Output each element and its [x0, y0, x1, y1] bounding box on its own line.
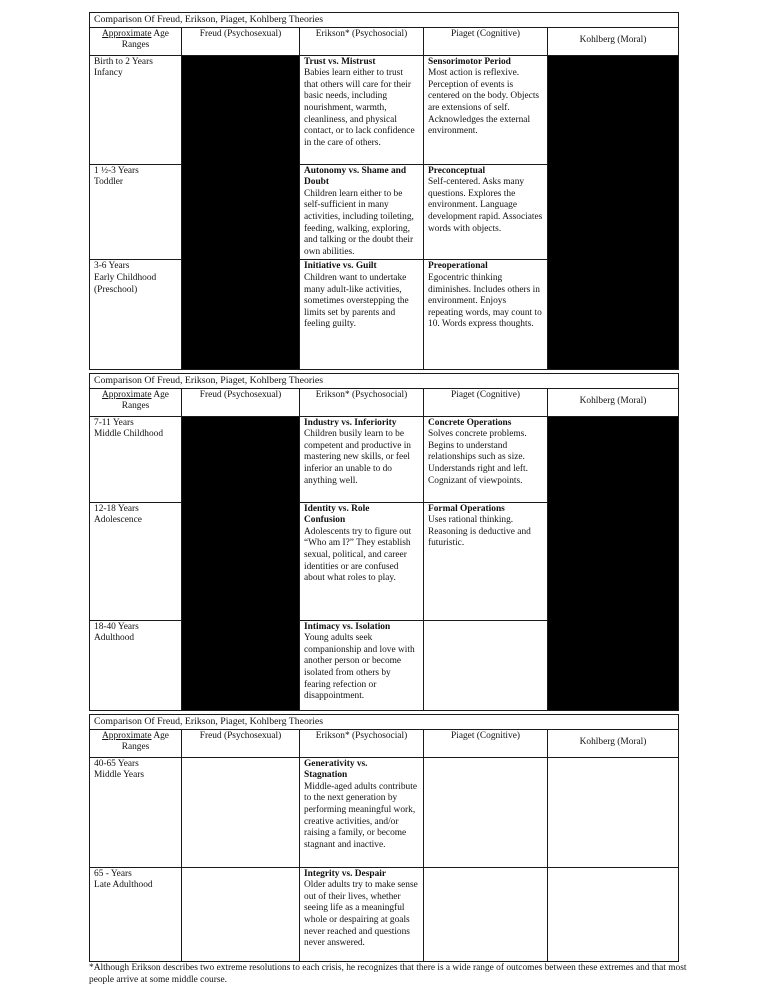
header-kohlberg: Kohlberg (Moral) [548, 27, 679, 55]
piaget-stage-title: Concrete Operations [428, 417, 512, 428]
stage-label: Toddler [94, 177, 124, 188]
erikson-description: Older adults try to make sense out of their lives, whether seeing life as a meaningful whole or despairing at goals never reached and questions never answered. [304, 880, 418, 949]
comparison-table-3 [89, 714, 679, 962]
erikson-stage-title: Identity vs. Role [304, 503, 370, 514]
piaget-description: Self-centered. Asks many questions. Explores the environment. Language development rapid. Associates words with objects. [428, 177, 543, 234]
age-cell [90, 867, 182, 961]
erikson-cell [300, 55, 424, 164]
header-erikson: Erikson* (Psychosocial) [300, 388, 424, 416]
age-range: 65 - Years [94, 868, 132, 879]
erikson-description: Young adults seek companionship and love with another person or become isolated from others by fearing refection or disappointment. [304, 633, 415, 702]
comparison-table-1 [89, 12, 679, 370]
header-age-ranges: Ranges [121, 40, 150, 51]
header-age-word: Age [151, 730, 169, 741]
erikson-stage-title: Initiative vs. Guilt [304, 261, 377, 272]
piaget-stage-title: Preconceptual [428, 165, 486, 176]
stage-label: Middle Years [94, 770, 144, 781]
erikson-cell [300, 867, 424, 961]
age-range: 18-40 Years [94, 621, 139, 632]
erikson-description: Children busily learn to be competent and productive in mastering new skills, or feel inferior an unable to do anything well. [304, 429, 411, 486]
erikson-stage-title: Industry vs. Inferiority [304, 417, 397, 428]
kohlberg-redacted-block [548, 416, 679, 710]
age-range: 3-6 Years [94, 261, 130, 272]
header-piaget: Piaget (Cognitive) [424, 388, 548, 416]
header-age-approximate: Approximate [102, 28, 152, 39]
header-age-word: Age [151, 28, 169, 39]
age-range: 12-18 Years [94, 503, 139, 514]
age-cell [90, 757, 182, 867]
erikson-description: Children learn either to be self-sufficient in many activities, including toileting, feeding, walking, exploring, and talking or the doubt their own abilities. [304, 188, 414, 257]
piaget-description: Egocentric thinking diminishes. Includes others in environment. Enjoys repeating words, may count to 10. Words express thoughts. [428, 272, 542, 330]
age-cell [90, 620, 182, 710]
piaget-cell [424, 620, 548, 710]
header-erikson: Erikson* (Psychosocial) [300, 729, 424, 757]
header-age-ranges: Ranges [121, 401, 150, 412]
freud-cell [182, 757, 300, 867]
stage-label: Early Childhood [94, 272, 157, 283]
erikson-cell [300, 502, 424, 620]
header-age [90, 27, 182, 55]
erikson-description: Children want to undertake many adult-like activities, sometimes overstepping the limits set by parents and feeling guilty. [304, 272, 409, 330]
erikson-description: Middle-aged adults contribute to the next generation by performing meaningful work, creative activities, and/or raising a family, or become stagnant and inactive. [304, 781, 417, 850]
age-range: Birth to 2 Years [94, 56, 153, 67]
piaget-cell [424, 757, 548, 867]
age-range: 7-11 Years [94, 417, 134, 428]
piaget-cell [424, 416, 548, 502]
freud-redacted-block [182, 416, 300, 710]
piaget-description: Uses rational thinking. Reasoning is deductive and futuristic. [428, 515, 531, 549]
header-age-word: Age [151, 389, 169, 400]
age-cell [90, 260, 182, 370]
piaget-cell [424, 502, 548, 620]
erikson-stage-title-cont: Confusion [304, 515, 346, 526]
erikson-cell [300, 757, 424, 867]
header-erikson: Erikson* (Psychosocial) [300, 27, 424, 55]
header-freud: Freud (Psychosexual) [182, 388, 300, 416]
header-freud: Freud (Psychosexual) [182, 729, 300, 757]
stage-label: Middle Childhood [94, 429, 164, 440]
erikson-stage-title: Integrity vs. Despair [304, 868, 387, 879]
header-piaget: Piaget (Cognitive) [424, 729, 548, 757]
header-piaget: Piaget (Cognitive) [424, 27, 548, 55]
header-row [90, 388, 679, 416]
stage-label: Infancy [94, 68, 123, 79]
erikson-stage-title: Intimacy vs. Isolation [304, 621, 391, 632]
piaget-cell [424, 867, 548, 961]
piaget-cell [424, 260, 548, 370]
header-age-ranges: Ranges [121, 742, 150, 753]
stage-label: Late Adulthood [94, 880, 153, 891]
stage-label-sub: (Preschool) [94, 284, 138, 295]
header-age-approximate: Approximate [102, 389, 152, 400]
piaget-stage-title: Sensorimotor Period [428, 56, 511, 67]
header-kohlberg: Kohlberg (Moral) [548, 729, 679, 757]
header-age-approximate: Approximate [102, 730, 152, 741]
piaget-cell [424, 164, 548, 260]
table-row [90, 416, 679, 502]
erikson-cell [300, 164, 424, 260]
piaget-stage-title: Formal Operations [428, 503, 505, 514]
kohlberg-cell [548, 757, 679, 867]
freud-redacted-block [182, 55, 300, 370]
erikson-cell [300, 260, 424, 370]
age-cell [90, 55, 182, 164]
kohlberg-redacted-block [548, 55, 679, 370]
header-age [90, 729, 182, 757]
erikson-footnote: *Although Erikson describes two extreme resolutions to each crisis, he recognizes that there is a wide range of outcomes between these extremes and that most people arrive at some middle course. [89, 963, 687, 985]
erikson-stage-title-cont: Doubt [304, 177, 330, 188]
header-age [90, 388, 182, 416]
header-freud: Freud (Psychosexual) [182, 27, 300, 55]
piaget-description: Most action is reflexive. Perception of events is centered on the body. Objects are extensions of self. Acknowledges the external environment. [428, 68, 540, 137]
age-cell [90, 502, 182, 620]
header-kohlberg: Kohlberg (Moral) [548, 388, 679, 416]
kohlberg-cell [548, 867, 679, 961]
erikson-stage-title: Autonomy vs. Shame and [304, 165, 407, 176]
table-title: Comparison Of Freud, Erikson, Piaget, Kohlberg Theories [90, 374, 679, 389]
age-cell [90, 164, 182, 260]
erikson-stage-title-cont: Stagnation [304, 770, 348, 781]
table-row [90, 867, 679, 961]
age-cell [90, 416, 182, 502]
erikson-stage-title: Generativity vs. [304, 758, 368, 769]
piaget-description: Solves concrete problems. Begins to understand relationships such as size. Understands right and left. Cognizant of viewpoints. [428, 429, 528, 486]
table-title: Comparison Of Freud, Erikson, Piaget, Kohlberg Theories [90, 13, 679, 28]
piaget-stage-title: Preoperational [428, 261, 488, 272]
header-row [90, 729, 679, 757]
erikson-description: Babies learn either to trust that others will care for their basic needs, including nourishment, warmth, cleanliness, and physical contact, or to lack confidence in the care of others. [304, 68, 415, 148]
header-row [90, 27, 679, 55]
table-row [90, 757, 679, 867]
freud-cell [182, 867, 300, 961]
erikson-cell [300, 620, 424, 710]
table-row [90, 55, 679, 164]
erikson-description: Adolescents try to figure out “Who am I?” They establish sexual, political, and career identities or are confused about what roles to play. [304, 526, 412, 584]
age-range: 1 ½-3 Years [94, 165, 139, 176]
erikson-cell [300, 416, 424, 502]
piaget-cell [424, 55, 548, 164]
stage-label: Adulthood [94, 633, 135, 644]
table-title: Comparison Of Freud, Erikson, Piaget, Kohlberg Theories [90, 715, 679, 730]
erikson-stage-title: Trust vs. Mistrust [304, 56, 376, 67]
age-range: 40-65 Years [94, 758, 139, 769]
comparison-table-2 [89, 373, 679, 711]
stage-label: Adolescence [94, 515, 142, 526]
